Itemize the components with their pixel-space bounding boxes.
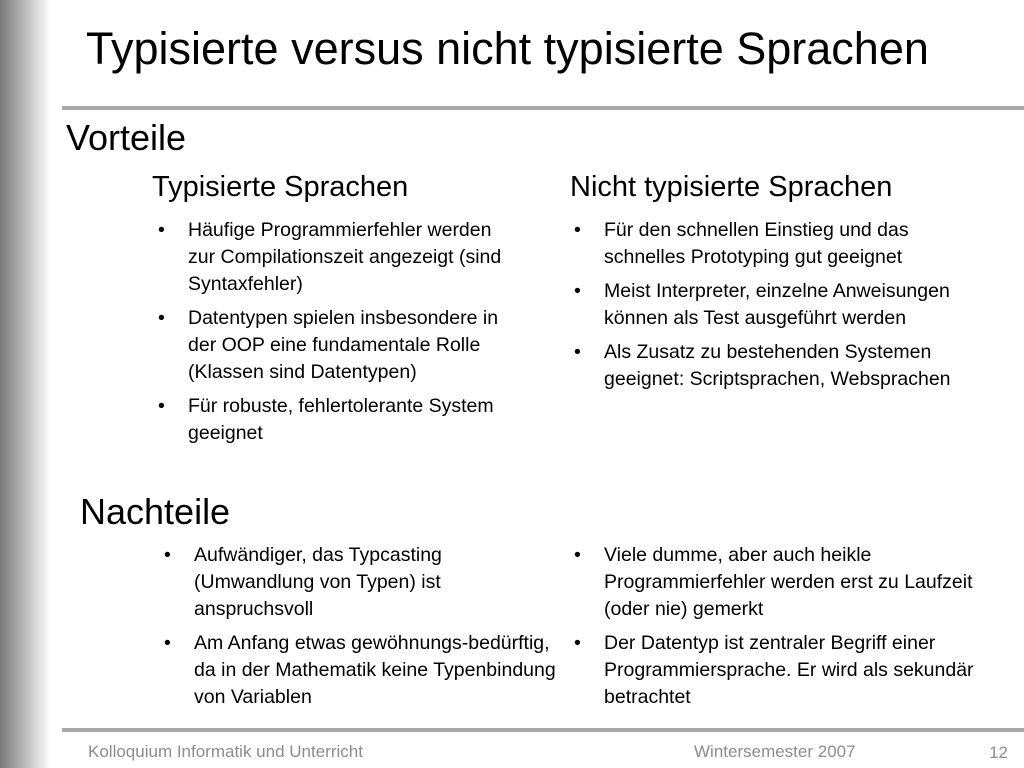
list-item: • Für robuste, fehlertolerante System geeignet [154, 393, 514, 447]
footer-semester: Wintersemester 2007 [694, 742, 856, 761]
disadvantages-heading: Nachteile [80, 491, 231, 532]
list-item: • Der Datentyp ist zentraler Begriff einer Programmiersprache. Er wird als sekundär betrachtet [570, 630, 975, 711]
side-gradient-bar [0, 0, 50, 768]
typed-advantages-list [154, 217, 514, 454]
list-item: • Aufwändiger, das Typcasting (Umwandlung von Typen) ist anspruchsvoll [160, 542, 560, 623]
list-item: • Für den schnellen Einstieg und das schnelles Prototyping gut geeignet [570, 217, 970, 271]
page-number: 12 [989, 743, 1008, 762]
list-item: • Am Anfang etwas gewöhnungs-bedürftig, da in der Mathematik keine Typenbindung von Variablen [160, 630, 560, 711]
list-item: • Meist Interpreter, einzelne Anweisungen können als Test ausgeführt werden [570, 278, 970, 332]
typed-disadvantages-list [160, 542, 560, 718]
list-item: • Viele dumme, aber auch heikle Programmierfehler werden erst zu Laufzeit (oder nie) gemerkt [570, 542, 975, 623]
slide-title: Typisierte versus nicht typisierte Sprachen [86, 23, 929, 74]
title-divider [62, 106, 1024, 110]
untyped-languages-heading: Nicht typisierte Sprachen [570, 171, 893, 203]
list-item: • Datentypen spielen insbesondere in der OOP eine fundamentale Rolle (Klassen sind Datentypen) [154, 305, 514, 386]
untyped-advantages-list [570, 217, 970, 400]
typed-languages-heading: Typisierte Sprachen [152, 171, 409, 203]
advantages-heading: Vorteile [66, 117, 187, 158]
footer-divider [62, 728, 1024, 732]
footer-course: Kolloquium Informatik und Unterricht [88, 742, 363, 761]
list-item: • Häufige Programmierfehler werden zur Compilationszeit angezeigt (sind Syntaxfehler) [154, 217, 514, 298]
list-item: • Als Zusatz zu bestehenden Systemen geeignet: Scriptsprachen, Websprachen [570, 339, 970, 393]
untyped-disadvantages-list [570, 542, 975, 718]
